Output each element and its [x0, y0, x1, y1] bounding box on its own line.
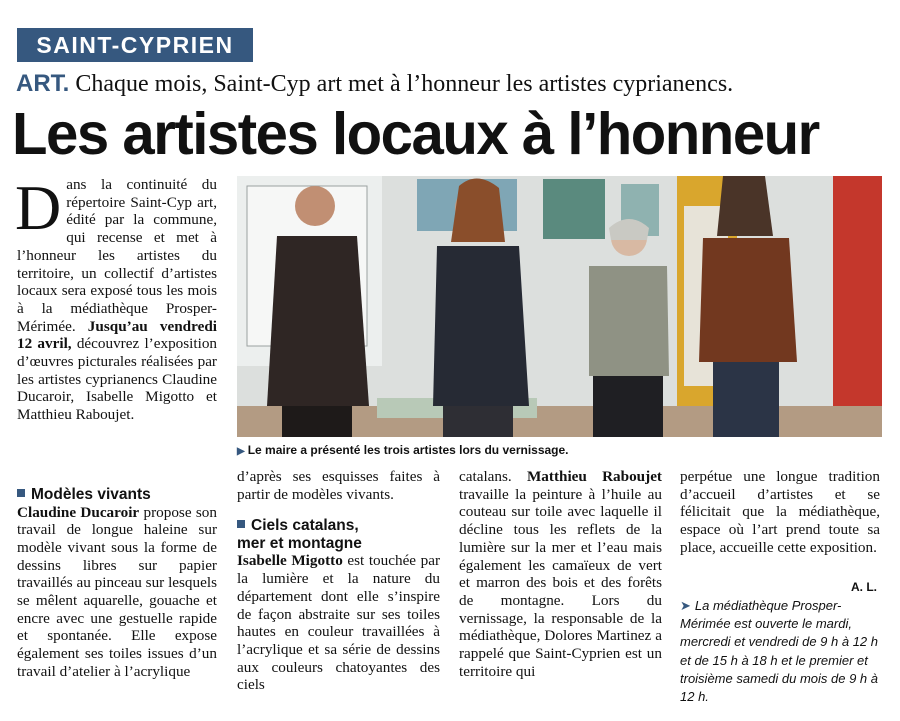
- section2-name: Isabelle Migotto: [237, 552, 343, 570]
- caption-arrow-icon: ▶: [237, 446, 245, 457]
- section2-title-line2: mer et montagne: [237, 534, 362, 552]
- section1-continued: d’après ses esquisses faites à partir de modèles vivants.: [237, 468, 440, 503]
- author-signature: A. L.: [851, 580, 877, 594]
- article-photo: [237, 176, 882, 437]
- info-text: La médiathèque Prosper-Mérimée est ouverte le mardi, mercredi et vendredi de 9 h à 12 h et de 15 h à 18 h et le premier et troisième samedi du mois de 9 h à 12 h.: [680, 598, 879, 705]
- col3-start: catalans.: [459, 468, 512, 485]
- intro-column: [15, 172, 218, 424]
- col4-text: perpétue une longue tradition d’accueil d’artistes et se félicitait que la médiathèque, espace où l’art prend toute sa place, accueille cette exposition.: [680, 468, 880, 556]
- section-rubric: SAINT-CYPRIEN: [17, 28, 253, 62]
- info-arrow-icon: ➤: [680, 598, 691, 613]
- section1-name: Claudine Ducaroir: [17, 503, 140, 521]
- section1-title-text: Modèles vivants: [31, 486, 151, 503]
- kicker: [16, 70, 733, 98]
- info-box: [680, 597, 880, 706]
- square-bullet-icon: [237, 520, 245, 528]
- caption-text: Le maire a présenté les trois artistes lors du vernissage.: [247, 443, 569, 457]
- section1-title: [17, 486, 217, 504]
- col3-text: travaille la peinture à l’huile au couteau sur toile avec laquelle il décline tous les reflets de la lumière sur la mer et l’eau mais également les camaïeux de vert et marron des bois et des forêts de montagne. Lors du vernissage, la responsable de la médiathèque, Dolores Martinez a rappelé que Saint-Cyprien est un territoire qui: [459, 485, 662, 680]
- col3-name: Matthieu Raboujet: [526, 468, 662, 485]
- drop-cap: D: [15, 172, 62, 243]
- intro-text-1: ans la continuité du répertoire Saint-Cyp art, édité par la commune, qui recense et met à l’honneur les artistes du territoire, un collectif d’artistes locaux sera exposé tous les mois à la médiathèque Prosper-Mérimée.: [17, 176, 217, 335]
- column-4: [680, 468, 880, 557]
- column-3: [459, 468, 662, 680]
- photo-caption: [237, 443, 569, 457]
- section2-title: [237, 517, 440, 535]
- square-bullet-icon: [17, 489, 25, 497]
- kicker-text: Chaque mois, Saint-Cyp art met à l’honneur les artistes cyprianencs.: [69, 71, 734, 97]
- section2-text: est touchée par la lumière et la nature du département dont elle s’inspire de façon abstraite sur ses toiles hautes en couleur travaillées à l’acrylique et sa série de dessins aux couleurs chatoyantes des ciels: [237, 552, 441, 694]
- headline: Les artistes locaux à l’honneur: [12, 101, 819, 167]
- section1-text: propose son travail de longue haleine sur modèle vivant sous la forme de dessins libres sur papier travaillés au pinceau sur lesquels se mêlent aquarelle, gouache et encre avec une gestuelle rapide et spontanée. Elle expose également ses toiles issues d’un travail d’atelier à l’acrylique: [17, 503, 217, 680]
- intro-text-2: découvrez l’exposition d’œuvres picturales réalisées par les artistes cyprianencs Claudine Ducaroir, Isabelle Migotto et Matthieu Raboujet.: [17, 335, 218, 424]
- section1-column: [17, 486, 217, 681]
- kicker-lead: ART.: [16, 70, 70, 97]
- intro-date: Jusqu’au vendredi 12 avril,: [17, 317, 218, 353]
- column-2: [237, 468, 440, 694]
- photo-illustration: [237, 176, 882, 437]
- section2-title-line1: Ciels catalans,: [251, 517, 359, 535]
